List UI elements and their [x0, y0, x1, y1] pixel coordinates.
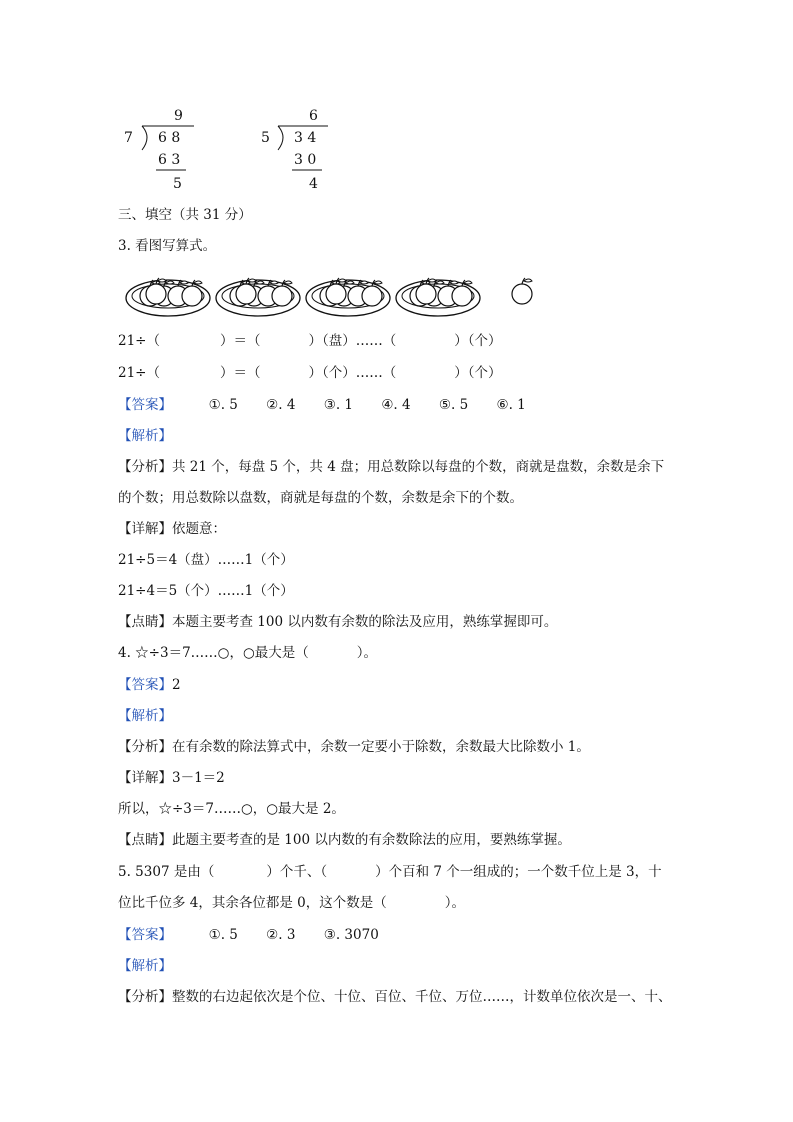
division-bracket: [278, 126, 283, 150]
q5-question-line-1: [118, 862, 662, 882]
q5-text: ）个百和 7 个一组成的；一个数千位上是 3，十: [375, 864, 662, 880]
eq-part: ）（个）: [454, 365, 502, 381]
answer-item: ④. 4: [381, 397, 411, 413]
q4-jiexi-tag: 【解析】: [118, 708, 172, 724]
answer-item: ②. 4: [266, 397, 296, 413]
answer-item: ①. 5: [208, 927, 238, 943]
q3-jiexi-tag: 【解析】: [118, 428, 172, 444]
long-division-2: [254, 104, 344, 192]
q4-fenxi: [118, 737, 590, 757]
fenxi-tag: 【分析】: [118, 739, 172, 755]
dianjing-text: 此题主要考查的是 100 以内数的有余数除法的应用，要熟练掌握。: [172, 832, 571, 848]
q3-xiangjie: [118, 519, 226, 539]
fenxi-text: 共 21 个，每盘 5 个，共 4 盘；用总数除以每盘的个数，商就是盘数，余数是余下: [172, 459, 665, 475]
dianjing-tag: 【点睛】: [118, 832, 172, 848]
dividend: 3 4: [294, 130, 317, 146]
q3-equation-line-2: [118, 363, 502, 383]
answer-item: ②. 3: [266, 927, 296, 943]
q4-dianjing: [118, 830, 571, 850]
eq-part: ）（个）: [454, 333, 502, 349]
q5-text: 5. 5307 是由（: [118, 864, 215, 880]
remainder: 4: [309, 176, 318, 192]
fenxi-text: 整数的右边起依次是个位、十位、百位、千位、万位……，计数单位依次是一、十、: [172, 989, 672, 1005]
fenxi-tag: 【分析】: [118, 989, 172, 1005]
q4-xiangjie: [118, 768, 225, 788]
q4-conclusion: 所以，☆÷3＝7……○，○最大是 2。: [118, 801, 345, 817]
answer-item: ⑤. 5: [438, 397, 469, 413]
product: 6 3: [158, 152, 181, 168]
dividend: 6 8: [158, 130, 181, 146]
quotient: 6: [309, 108, 318, 124]
answer-item: ①. 5: [208, 397, 238, 413]
section-title: 三、填空（共 31 分）: [118, 207, 252, 223]
quotient: 9: [174, 108, 183, 124]
fenxi-tag: 【分析】: [118, 459, 172, 475]
division-bracket: [142, 126, 147, 150]
xiangjie-tag: 【详解】: [118, 770, 172, 786]
dianjing-text: 本题主要考查 100 以内数有余数的除法及应用，熟练掌握即可。: [172, 614, 558, 630]
eq-part: ）（盘）……（: [308, 333, 397, 349]
q3-answer: [118, 395, 526, 415]
eq-part: 21÷（: [118, 365, 160, 381]
answer-item: ⑥. 1: [496, 397, 526, 413]
eq-part: ）（个）……（: [308, 365, 397, 381]
eq-part: 21÷（: [118, 333, 160, 349]
remainder: 5: [173, 176, 182, 192]
answer-value: 2: [172, 677, 181, 693]
single-apple: [512, 278, 532, 304]
answer-tag: 【答案】: [118, 927, 172, 943]
divisor: 5: [261, 130, 270, 146]
q3-equation-line-1: [118, 331, 502, 351]
fenxi-text: 在有余数的除法算式中，余数一定要小于除数，余数最大比除数小 1。: [172, 739, 590, 755]
q5-text: ）个千、（: [266, 864, 328, 880]
long-division-1: [118, 104, 208, 192]
q4-answer: [118, 675, 181, 695]
plate-with-apples: [126, 278, 210, 316]
answer-tag: 【答案】: [118, 677, 172, 693]
q3-fenxi-line-2: 的个数；用总数除以盘数，商就是每盘的个数，余数是余下的个数。: [118, 490, 523, 506]
dianjing-tag: 【点睛】: [118, 614, 172, 630]
plate-with-apples: [216, 278, 300, 316]
q4-text: 4. ☆÷3＝7……○，○最大是（: [118, 645, 309, 661]
q5-answer: [118, 925, 379, 945]
xiangjie-text: 依题意：: [172, 521, 226, 537]
answer-item: ③. 3070: [323, 927, 379, 943]
q4-question: [118, 643, 377, 663]
plate-with-apples: [306, 278, 390, 316]
q3-equation-2: 21÷4＝5（个）……1（个）: [118, 583, 294, 599]
q3-equation-1: 21÷5＝4（盘）……1（个）: [118, 552, 294, 568]
q5-jiexi-tag: 【解析】: [118, 958, 172, 974]
apple-plates-illustration: [124, 268, 544, 320]
q3-fenxi-line-1: [118, 457, 664, 477]
answer-item: ③. 1: [323, 397, 354, 413]
eq-part: ）＝（: [220, 333, 261, 349]
divisor: 7: [124, 130, 133, 146]
q5-text: ）。: [444, 895, 466, 911]
q3-title: 3. 看图写算式。: [118, 238, 217, 254]
q5-question-line-2: [118, 893, 465, 913]
eq-part: ）＝（: [220, 365, 261, 381]
q3-dianjing: [118, 612, 557, 632]
xiangjie-tag: 【详解】: [118, 521, 172, 537]
q4-text: ）。: [356, 645, 377, 661]
product: 3 0: [294, 152, 317, 168]
plate-with-apples: [396, 278, 480, 316]
xiangjie-text: 3－1＝2: [172, 770, 225, 786]
q5-fenxi: [118, 987, 672, 1007]
q5-text: 位比千位多 4，其余各位都是 0，这个数是（: [118, 895, 387, 911]
answer-tag: 【答案】: [118, 397, 172, 413]
